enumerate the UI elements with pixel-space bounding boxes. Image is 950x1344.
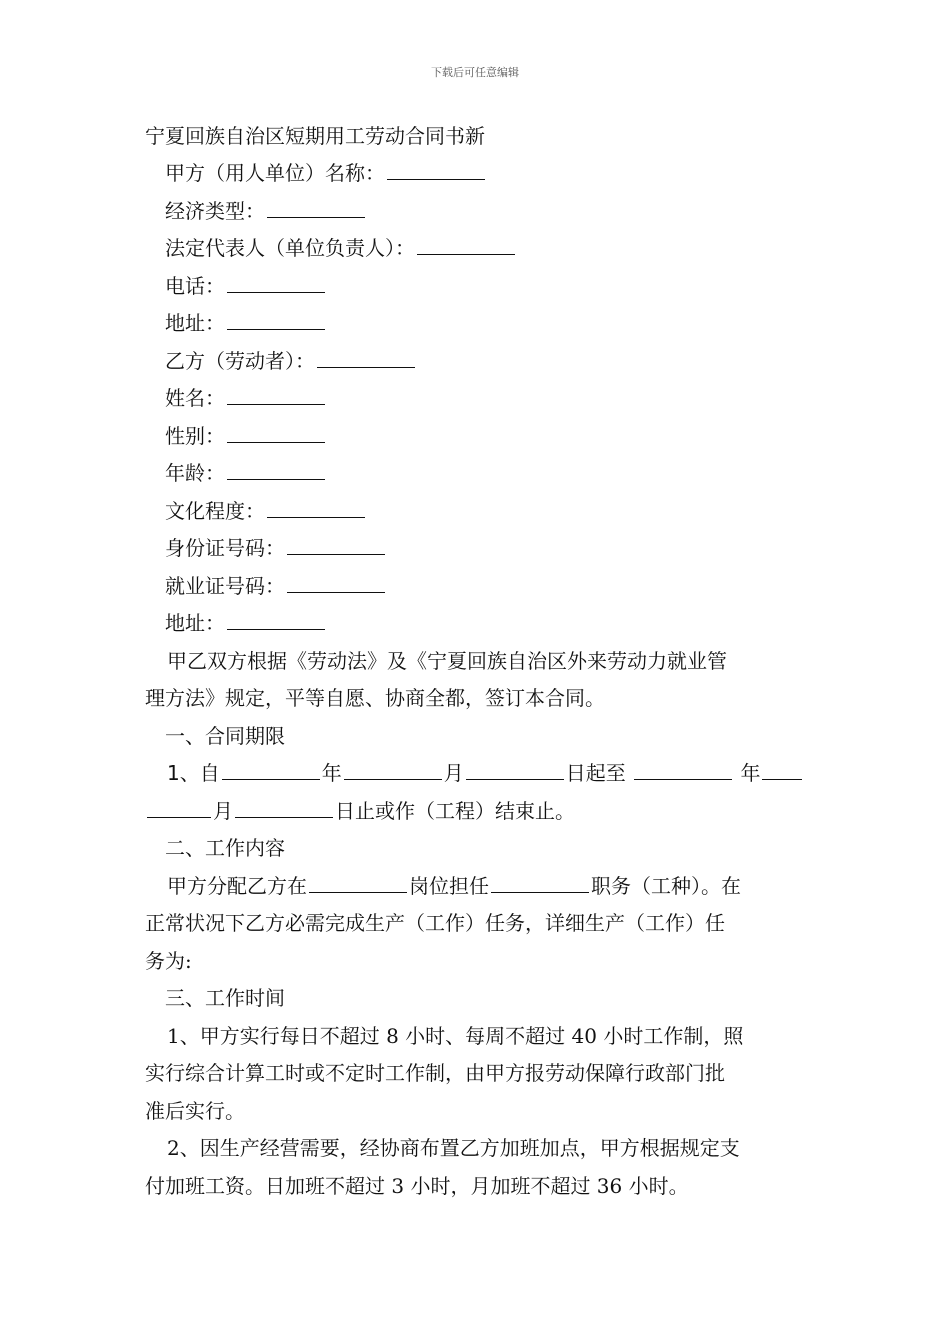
party-b-row — [145, 343, 807, 381]
contract-term-line-1 — [145, 755, 807, 793]
age-row — [145, 455, 807, 493]
legal-rep-row — [145, 230, 807, 268]
phone-label: 电话： — [165, 273, 225, 298]
header-note: 下载后可任意编辑 — [431, 66, 519, 79]
end-month-label: 月 — [213, 798, 233, 823]
start-year-label: 年 — [321, 761, 342, 785]
end-day-label: 日止或作（工程）结束止。 — [335, 798, 575, 823]
party-a-name-blank[interactable] — [387, 161, 485, 180]
work-time-item-2-line-1: 2、因生产经营需要，经协商布置乙方加班加点，甲方根据规定支 — [167, 1136, 740, 1160]
start-month-blank[interactable] — [344, 761, 442, 780]
phone-blank[interactable] — [227, 274, 325, 293]
position-blank[interactable] — [491, 874, 589, 893]
end-year-blank[interactable] — [634, 761, 732, 780]
education-row — [145, 493, 807, 531]
party-b-address-row — [145, 605, 807, 643]
contract-term-line-2 — [145, 793, 807, 831]
document-title: 宁夏回族自治区短期用工劳动合同书新 — [145, 124, 485, 148]
party-a-address-label: 地址： — [165, 311, 225, 335]
work-time-item-1-line-3: 准后实行。 — [145, 1098, 245, 1123]
age-blank[interactable] — [227, 461, 325, 480]
age-label: 年龄： — [165, 461, 225, 485]
post-label: 岗位担任 — [409, 873, 489, 898]
gender-label: 性别： — [165, 423, 225, 448]
start-day-blank[interactable] — [466, 761, 564, 780]
document-body — [145, 118, 807, 1205]
name-label: 姓名： — [165, 386, 225, 410]
party-b-blank[interactable] — [317, 349, 415, 368]
section-3-heading: 三、工作时间 — [165, 986, 285, 1010]
economy-type-label: 经济类型： — [165, 198, 265, 223]
economy-type-blank[interactable] — [267, 199, 365, 218]
section-1-heading: 一、合同期限 — [165, 723, 285, 748]
start-day-label: 日起至 — [565, 761, 626, 785]
end-year-label: 年 — [740, 761, 761, 785]
party-b-address-blank[interactable] — [227, 611, 325, 630]
party-a-name-row — [145, 155, 807, 193]
position-label: 职务（工种）。在 — [591, 873, 741, 898]
work-content-line-3: 务为: — [145, 948, 192, 973]
party-a-address-row — [145, 305, 807, 343]
start-year-blank[interactable] — [222, 761, 320, 780]
work-time-item-1-line-2: 实行综合计算工时或不定时工作制，由甲方报劳动保障行政部门批 — [145, 1061, 725, 1085]
start-month-label: 月 — [443, 761, 464, 785]
employment-id-row — [145, 568, 807, 606]
party-b-label: 乙方（劳动者）： — [165, 348, 315, 373]
id-number-blank[interactable] — [287, 536, 385, 555]
gender-row — [145, 418, 807, 456]
post-blank[interactable] — [309, 874, 407, 893]
economy-type-row — [145, 193, 807, 231]
party-a-address-blank[interactable] — [227, 311, 325, 330]
id-number-label: 身份证号码： — [165, 536, 285, 560]
end-month-blank-part-2[interactable] — [147, 799, 211, 818]
term-start-prefix: 1、自 — [167, 761, 220, 785]
section-2-heading: 二、工作内容 — [165, 836, 285, 860]
name-blank[interactable] — [227, 386, 325, 405]
legal-rep-blank[interactable] — [417, 236, 515, 255]
name-row — [145, 380, 807, 418]
employment-id-label: 就业证号码： — [165, 573, 285, 598]
end-month-blank-part-1[interactable] — [762, 761, 802, 780]
work-content-line-2: 正常状况下乙方必需完成生产（工作）任务，详细生产（工作）任 — [145, 911, 725, 935]
intro-line-1: 甲乙双方根据《劳动法》及《宁夏回族自治区外来劳动力就业管 — [167, 648, 727, 673]
intro-line-2: 理方法》规定，平等自愿、协商全都，签订本合同。 — [145, 686, 605, 710]
work-content-line-1 — [145, 868, 807, 906]
work-time-item-1-line-1: 1、甲方实行每日不超过 8 小时、每周不超过 40 小时工作制，照 — [167, 1023, 744, 1048]
party-b-address-label: 地址： — [165, 611, 225, 635]
party-a-name-label: 甲方（用人单位）名称： — [165, 161, 385, 185]
work-time-item-2-line-2: 付加班工资。日加班不超过 3 小时，月加班不超过 36 小时。 — [145, 1173, 689, 1198]
work-content-prefix: 甲方分配乙方在 — [167, 873, 307, 898]
id-number-row — [145, 530, 807, 568]
phone-row — [145, 268, 807, 306]
end-day-blank[interactable] — [235, 799, 333, 818]
education-label: 文化程度： — [165, 498, 265, 523]
employment-id-blank[interactable] — [287, 574, 385, 593]
gender-blank[interactable] — [227, 424, 325, 443]
education-blank[interactable] — [267, 499, 365, 518]
legal-rep-label: 法定代表人（单位负责人）： — [165, 236, 415, 260]
